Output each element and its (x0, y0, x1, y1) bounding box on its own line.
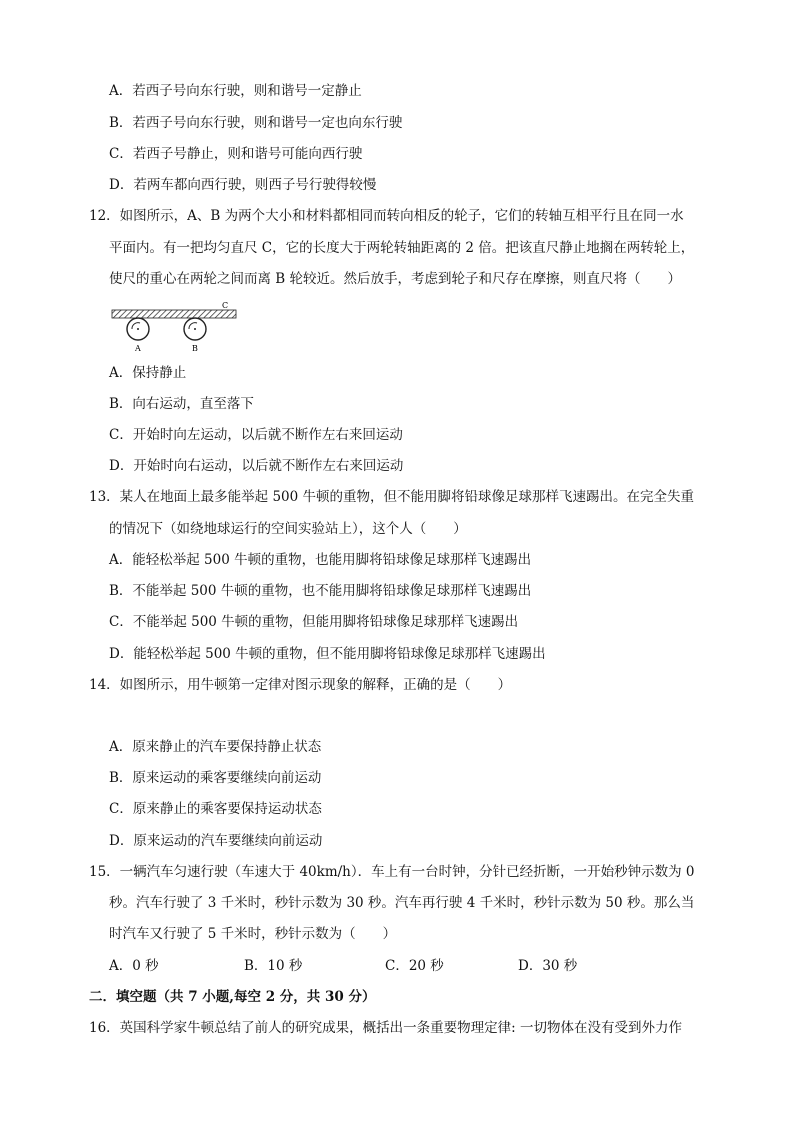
q12-stem-line-1: 12．如图所示，A、B 为两个大小和材料都相同而转向相反的轮子，它们的转轴互相平行且在同一水 (89, 208, 684, 224)
figure-label-b: B (192, 344, 198, 353)
q14-option-d: D．原来运动的汽车要继续向前运动 (109, 833, 323, 849)
q11-option-d: D．若两车都向西行驶，则西子号行驶得较慢 (109, 177, 377, 193)
q15-option-a: A．0 秒 (109, 958, 159, 974)
q12-stem-line-3: 使尺的重心在两轮之间而离 B 轮较近。然后放手，考虑到轮子和尺存在摩擦，则直尺将（ ） (109, 271, 682, 287)
q12-option-c: C．开始时向左运动，以后就不断作左右来回运动 (109, 427, 403, 443)
q13-option-a: A．能轻松举起 500 牛顿的重物，也能用脚将铅球像足球那样飞速踢出 (109, 552, 532, 568)
q13-stem-line-2: 的情况下（如绕地球运行的空间实验站上），这个人（ ） (109, 521, 467, 537)
figure-label-a: A (135, 344, 141, 353)
q13-option-c: C．不能举起 500 牛顿的重物，但能用脚将铅球像足球那样飞速踢出 (109, 614, 519, 630)
q15-stem-line-2: 秒。汽车行驶了 3 千米时，秒针示数为 30 秒。汽车再行驶 4 千米时，秒针示数为 50 秒。那么当 (109, 895, 695, 911)
q15-stem-line-1: 15．一辆汽车匀速行驶（车速大于 40km/h）．车上有一台时钟，分针已经折断，一开始秒钟示数为 0 (89, 864, 695, 880)
q11-option-b: B．若西子号向东行驶，则和谐号一定也向东行驶 (109, 115, 403, 131)
q15-option-c: C．20 秒 (385, 958, 444, 974)
q15-option-b: B．10 秒 (244, 958, 303, 974)
q12-option-a: A．保持静止 (109, 365, 187, 381)
q14-option-b: B．原来运动的乘客要继续向前运动 (109, 770, 322, 786)
q14-stem-line-1: 14．如图所示，用牛顿第一定律对图示现象的解释，正确的是（ ） (89, 677, 512, 693)
q12-ruler-wheels-figure (108, 300, 244, 356)
q11-option-a: A．若西子号向东行驶，则和谐号一定静止 (109, 83, 362, 99)
q13-option-d: D．能轻松举起 500 牛顿的重物，但不能用脚将铅球像足球那样飞速踢出 (109, 646, 546, 662)
q16-stem-line-1: 16．英国科学家牛顿总结了前人的研究成果，概括出一条重要物理定律: 一切物体在没有受到外力作 (89, 1020, 683, 1036)
q12-option-d: D．开始时向右运动，以后就不断作左右来回运动 (109, 458, 404, 474)
q12-stem-line-2: 平面内。有一把均匀直尺 C，它的长度大于两轮转轴距离的 2 倍。把该直尺静止地搁在两转轮上， (109, 240, 695, 256)
figure-label-c: C (222, 301, 229, 310)
section-heading-fill-in: 二．填空题（共 7 小题,每空 2 分，共 30 分） (89, 989, 376, 1005)
q14-option-c: C．原来静止的乘客要保持运动状态 (109, 801, 322, 817)
q13-option-b: B．不能举起 500 牛顿的重物，也不能用脚将铅球像足球那样飞速踢出 (109, 583, 532, 599)
q13-stem-line-1: 13．某人在地面上最多能举起 500 牛顿的重物，但不能用脚将铅球像足球那样飞速踢出。在完全失重 (89, 489, 695, 505)
q12-option-b: B．向右运动，直至落下 (109, 396, 254, 412)
q15-option-d: D．30 秒 (518, 958, 578, 974)
q14-option-a: A．原来静止的汽车要保持静止状态 (109, 739, 322, 755)
ruler-c (112, 310, 236, 318)
q11-option-c: C．若西子号静止，则和谐号可能向西行驶 (109, 146, 363, 162)
q15-stem-line-3: 时汽车又行驶了 5 千米时，秒针示数为（ ） (109, 926, 397, 942)
